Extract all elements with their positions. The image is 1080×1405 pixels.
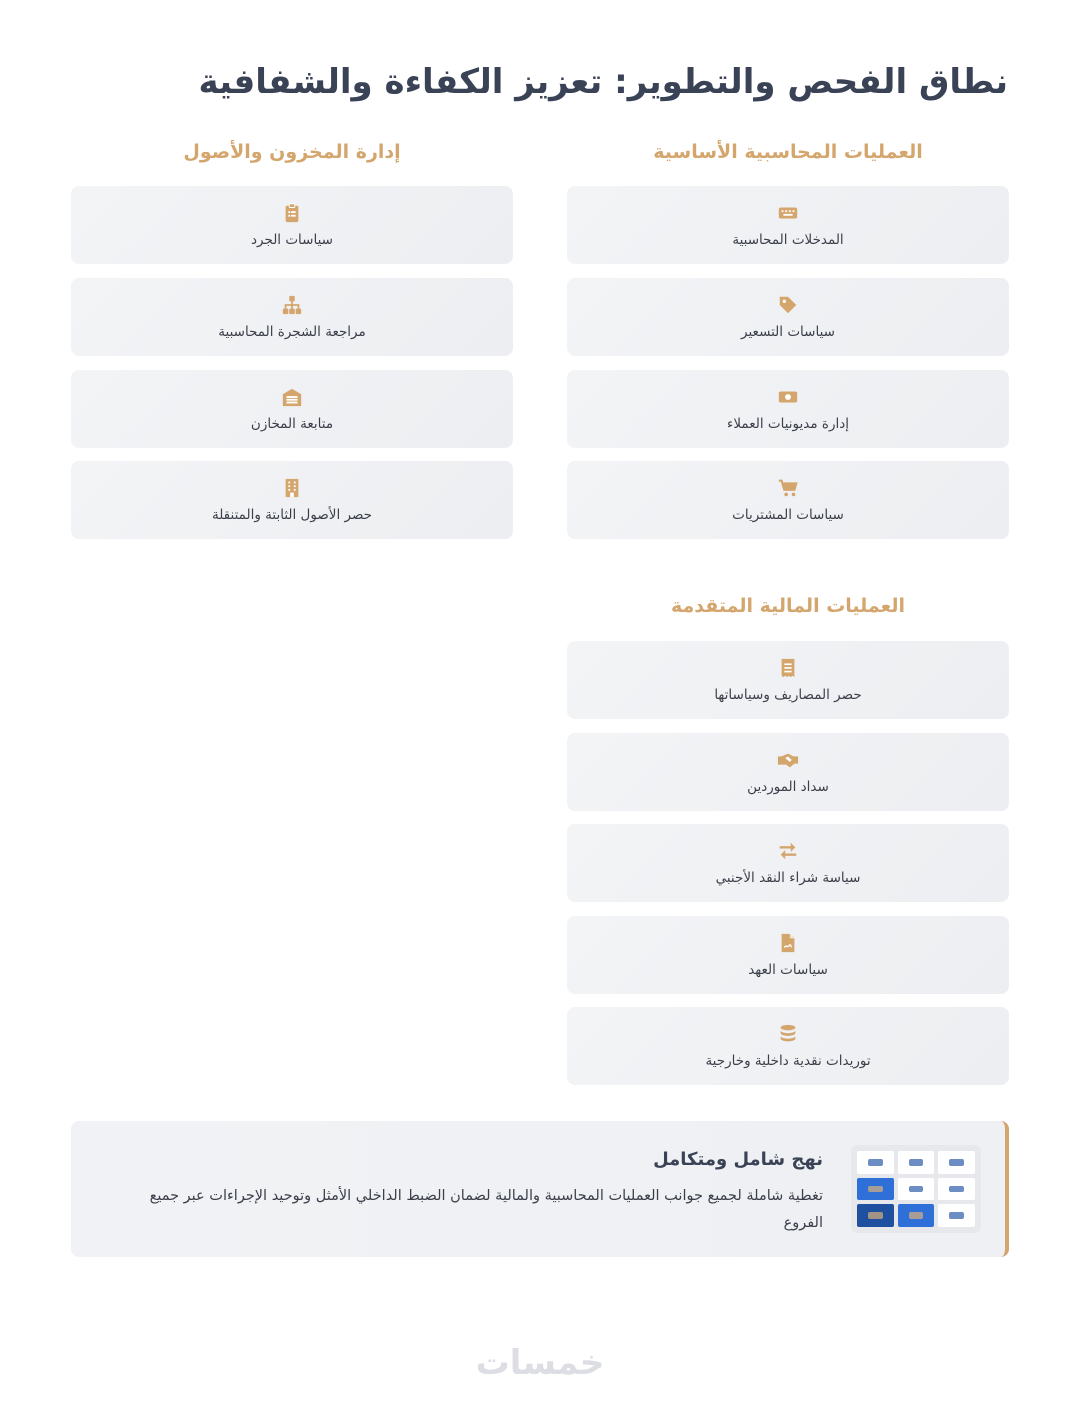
card-label: حصر المصاريف وسياساتها: [714, 687, 862, 703]
exchange-icon: [777, 840, 799, 862]
section-heading-core: العمليات المحاسبية الأساسية: [653, 141, 923, 163]
card-expenses: [567, 641, 1009, 719]
card-label: سياسة شراء النقد الأجنبي: [715, 870, 861, 886]
card-label: سياسات المشتريات: [732, 507, 844, 523]
card-label: مراجعة الشجرة المحاسبية: [218, 324, 366, 340]
card-label: المدخلات المحاسبية: [732, 232, 844, 248]
footer-logo: خمسات: [475, 1343, 605, 1383]
coins-icon: [777, 1023, 799, 1045]
card-inventory-policies: [71, 186, 513, 264]
card-pricing-policies: [567, 278, 1009, 356]
card-purchase-policies: [567, 461, 1009, 539]
clipboard-list-icon: [281, 202, 303, 224]
tag-icon: [777, 294, 799, 316]
card-fixed-assets: [71, 461, 513, 539]
card-cash-deposits: [567, 1007, 1009, 1085]
banner-text: تغطية شاملة لجميع جوانب العمليات المحاسبية والمالية لضمان الضبط الداخلي الأمثل وتوحيد الإجراءات عبر جميع الفروع: [149, 1188, 823, 1231]
card-foreign-currency: [567, 824, 1009, 902]
card-label: توريدات نقدية داخلية وخارجية: [705, 1053, 871, 1069]
card-label: سداد الموردين: [747, 779, 829, 795]
card-chart-of-accounts: [71, 278, 513, 356]
summary-banner: [71, 1121, 1009, 1257]
keyboard-icon: [777, 202, 799, 224]
section-heading-advanced: العمليات المالية المتقدمة: [670, 595, 906, 617]
receipt-icon: [777, 657, 799, 679]
card-label: حصر الأصول الثابتة والمتنقلة: [211, 507, 373, 523]
money-bill-icon: [777, 386, 799, 408]
handshake-icon: [777, 749, 799, 771]
presentation-thumbnail: [851, 1145, 981, 1233]
card-label: سياسات التسعير: [741, 324, 835, 340]
file-signature-icon: [777, 932, 799, 954]
warehouse-icon: [281, 386, 303, 408]
card-customer-debts: [567, 370, 1009, 448]
card-custody-policies: [567, 916, 1009, 994]
card-label: سياسات الجرد: [251, 232, 333, 248]
page-title: نطاق الفحص والتطوير: تعزيز الكفاءة والشفافية: [198, 62, 1008, 102]
card-accounting-entries: [567, 186, 1009, 264]
building-icon: [281, 477, 303, 499]
banner-title: نهج شامل ومتكامل: [653, 1149, 823, 1170]
shopping-cart-icon: [777, 477, 799, 499]
card-label: إدارة مديونيات العملاء: [727, 416, 849, 432]
sitemap-icon: [281, 294, 303, 316]
card-warehouse-followup: [71, 370, 513, 448]
card-label: متابعة المخازن: [250, 416, 334, 432]
card-label: سياسات العهد: [748, 962, 828, 978]
section-heading-inventory: إدارة المخزون والأصول: [183, 141, 401, 163]
card-supplier-payments: [567, 733, 1009, 811]
